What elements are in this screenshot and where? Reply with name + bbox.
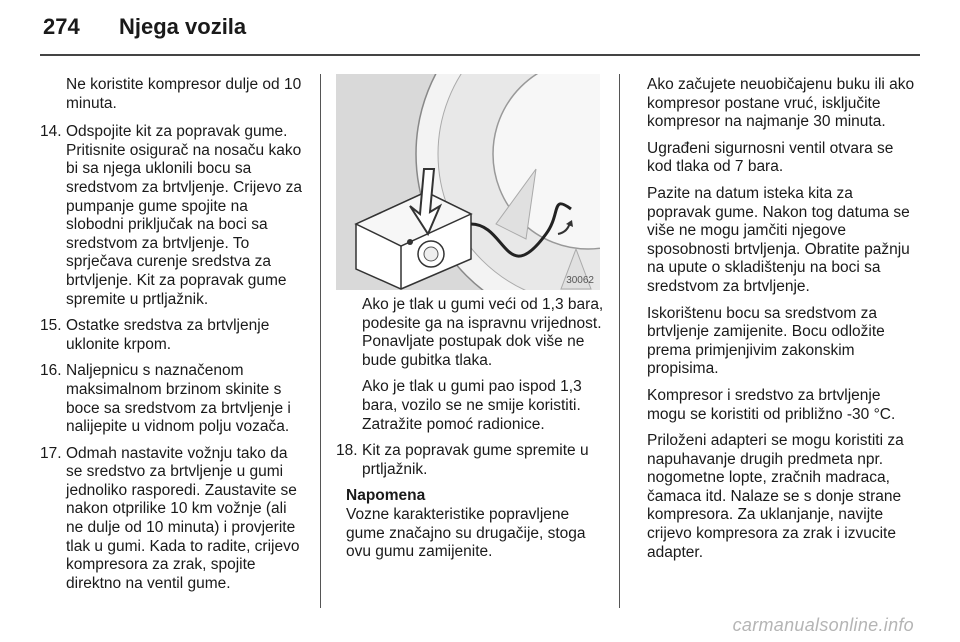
item-number: 18.	[336, 442, 358, 460]
item-text: Naljepnicu s naznačenom maksimalnom brzinom skinite s boce sa sredstvom za brtvljenje i nalijepite u vidnom polju vozača.	[66, 362, 291, 436]
item-text: Odspojite kit za popravak gume. Pritisnite osigurač na nosaču kako bi sa njega uklonili bocu sa sredstvom za brtvljenje. Crijevo za pumpanje gume spojite na slobodni priključak na boci sa sredstvom za brtvljenje. To sprječava curenje sredstva za brtvljenje. Kit za popravak gume spremite u prtljažnik.	[66, 123, 303, 308]
paragraph: Ako začujete neuobičajenu buku ili ako kompresor postane vruć, isključite kompresor na najmanje 30 minuta.	[647, 76, 915, 131]
paragraph: Ugrađeni sigurnosni ventil otvara se kod tlaka od 7 bara.	[647, 139, 894, 176]
header-rule	[40, 54, 920, 56]
column-divider-left	[320, 74, 321, 608]
list-item	[40, 317, 308, 354]
paragraph: Iskorištenu bocu sa sredstvom za brtvljenje zamijenite. Bocu odložite prema primjenjivim zakonskim propisima.	[647, 304, 885, 378]
list-item	[40, 445, 308, 594]
tyre-compressor-icon	[336, 74, 600, 290]
item-text: Kit za popravak gume spremite u prtljažnik.	[362, 442, 589, 478]
paragraph: Kompresor i sredstvo za brtvljenje mogu se koristiti od približno -30 °C.	[647, 386, 896, 423]
column-divider-right	[619, 74, 620, 608]
item-number: 15.	[40, 317, 62, 335]
note-title: Napomena	[346, 487, 426, 505]
page-number: 274	[43, 14, 80, 39]
intro-text: Ne koristite kompresor dulje od 10 minuta.	[66, 76, 302, 112]
page-title: Njega vozila	[119, 14, 247, 39]
note-box	[336, 487, 604, 561]
note-text: Vozne karakteristike popravljene gume značajno su drugačije, stoga ovu gumu zamijenite.	[346, 505, 586, 561]
watermark: carmanualsonline.info	[732, 615, 914, 635]
list-item	[40, 362, 308, 436]
paragraph: Ako je tlak u gumi veći od 1,3 bara, podesite ga na ispravnu vrijednost. Ponavljate postupak dok više ne bude gubitka tlaka.	[362, 296, 604, 369]
figure-id-label: 30062	[566, 275, 594, 286]
tyre-compressor-illustration	[336, 74, 600, 290]
list-item	[40, 123, 308, 309]
list-item	[336, 442, 604, 479]
item-text: Odmah nastavite vožnju tako da se sredstvo za brtvljenje u gumi jednoliko rasporedi. Zaustavite se nakon otprilike 10 km vožnje (ali ne dulje od 10 minuta) i provjerite tlak u gumi. Kada to radite, crijevo kompresora za zrak, spojite direktno na ventil gume.	[66, 444, 300, 592]
item-number: 17.	[40, 444, 62, 462]
item-number: 16.	[40, 362, 62, 380]
middle-column	[336, 296, 604, 562]
paragraph: Priloženi adapteri se mogu koristiti za napuhavanje drugih predmeta npr. nogometne lopte, zračnih madraca, čamaca itd. Nalaze se s donje strane kompresora. Za uklanjanje, navijte crijevo kompresora za zrak i izvucite adapter.	[647, 432, 904, 561]
left-column	[40, 76, 308, 601]
paragraph: Ako je tlak u gumi pao ispod 1,3 bara, vozilo se ne smije koristiti. Zatražite pomoć radionice.	[362, 378, 582, 433]
item-number: 14.	[40, 123, 62, 141]
right-column	[647, 76, 917, 570]
item-text: Ostatke sredstva za brtvljenje uklonite krpom.	[66, 317, 270, 353]
paragraph: Pazite na datum isteka kita za popravak gume. Nakon tog datuma se više ne mogu jamčiti njegove sposobnosti brtvljenja. Obratite pažnju na upute o skladištenju na boci sa sredstvom za brtvljenje.	[647, 184, 910, 295]
